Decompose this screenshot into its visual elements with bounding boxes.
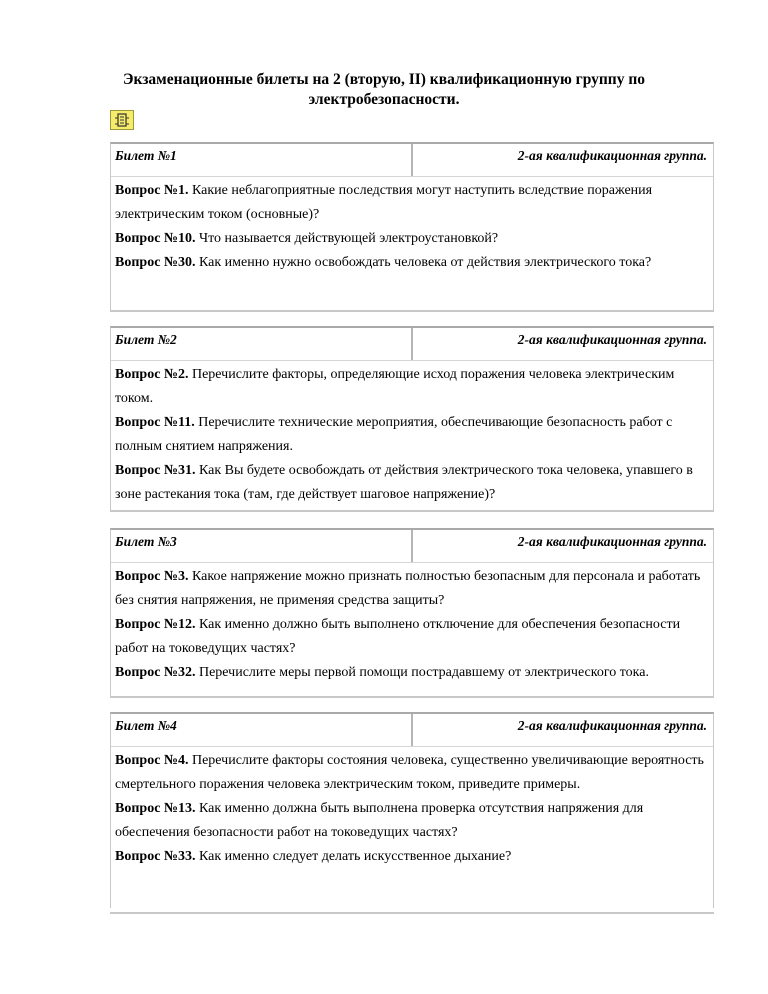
ticket-header: [111, 144, 713, 177]
question-item: [115, 845, 707, 869]
ticket-card: [110, 326, 714, 512]
question-item: [115, 749, 707, 797]
question-number: Вопрос №12.: [115, 617, 196, 632]
question-item: [115, 363, 707, 411]
ticket-group: 2-ая квалификационная группа.: [517, 332, 707, 347]
question-text: Как именно должно быть выполнено отключение для обеспечения безопасности работ на токоведущих частях?: [115, 617, 681, 656]
ticket-group: 2-ая квалификационная группа.: [517, 718, 707, 733]
question-text: Как именно следует делать искусственное дыхание?: [195, 849, 512, 864]
question-item: [115, 459, 707, 507]
ticket-header: [111, 530, 713, 563]
ticket-name: Билет №2: [111, 328, 413, 360]
ticket-name: Билет №3: [111, 530, 413, 562]
ticket-group: 2-ая квалификационная группа.: [517, 534, 707, 549]
question-text: Перечислите факторы состояния человека, существенно увеличивающие вероятность смертельного поражения человека электрическим током, приведите примеры.: [115, 753, 704, 792]
divider: [110, 912, 714, 914]
question-text: Как Вы будете освобождать от действия электрического тока человека, упавшего в зоне растекания тока (там, где действует шаговое напряжение)?: [115, 463, 693, 502]
ticket-questions: [111, 361, 713, 511]
question-text: Какое напряжение можно признать полностью безопасным для персонала и работать без снятия напряжения, не применяя средства защиты?: [115, 569, 701, 608]
question-number: Вопрос №33.: [115, 849, 196, 864]
ticket-card: [110, 142, 714, 312]
ticket-questions: [111, 747, 713, 873]
question-number: Вопрос №1.: [115, 183, 189, 198]
question-item: [115, 797, 707, 845]
question-text: Как именно должна быть выполнена проверка отсутствия напряжения для обеспечения безопасности работ на токоведущих частях?: [115, 801, 644, 840]
question-item: [115, 251, 707, 275]
question-number: Вопрос №31.: [115, 463, 196, 478]
ticket-header: [111, 714, 713, 747]
ticket-questions: [111, 563, 713, 689]
question-item: [115, 661, 707, 685]
question-item: [115, 227, 707, 251]
question-item: [115, 565, 707, 613]
question-number: Вопрос №30.: [115, 255, 196, 270]
ticket-header: [111, 328, 713, 361]
ticket-card: [110, 712, 714, 908]
question-text: Как именно нужно освобождать человека от действия электрического тока?: [195, 255, 652, 270]
question-number: Вопрос №10.: [115, 231, 196, 246]
question-text: Перечислите факторы, определяющие исход поражения человека электрическим током.: [115, 367, 675, 406]
question-text: Перечислите меры первой помощи пострадавшему от электрического тока.: [195, 665, 649, 680]
ticket-group: 2-ая квалификационная группа.: [517, 148, 707, 163]
question-number: Вопрос №11.: [115, 415, 195, 430]
ticket-icon[interactable]: [110, 110, 134, 130]
page-title: Экзаменационные билеты на 2 (вторую, II) квалификационную группу по электробезопасности.: [122, 71, 646, 108]
question-number: Вопрос №2.: [115, 367, 189, 382]
ticket-card: [110, 528, 714, 698]
question-text: Перечислите технические мероприятия, обеспечивающие безопасность работ с полным снятием напряжения.: [115, 415, 673, 454]
ticket-questions: [111, 177, 713, 279]
question-number: Вопрос №4.: [115, 753, 189, 768]
question-number: Вопрос №3.: [115, 569, 189, 584]
question-number: Вопрос №13.: [115, 801, 196, 816]
question-item: [115, 613, 707, 661]
question-number: Вопрос №32.: [115, 665, 196, 680]
question-item: [115, 179, 707, 227]
question-text: Что называется действующей электроустановкой?: [195, 231, 499, 246]
ticket-name: Билет №4: [111, 714, 413, 746]
ticket-name: Билет №1: [111, 144, 413, 176]
question-item: [115, 411, 707, 459]
question-text: Какие неблагоприятные последствия могут наступить вследствие поражения электрическим током (основные)?: [115, 183, 653, 222]
